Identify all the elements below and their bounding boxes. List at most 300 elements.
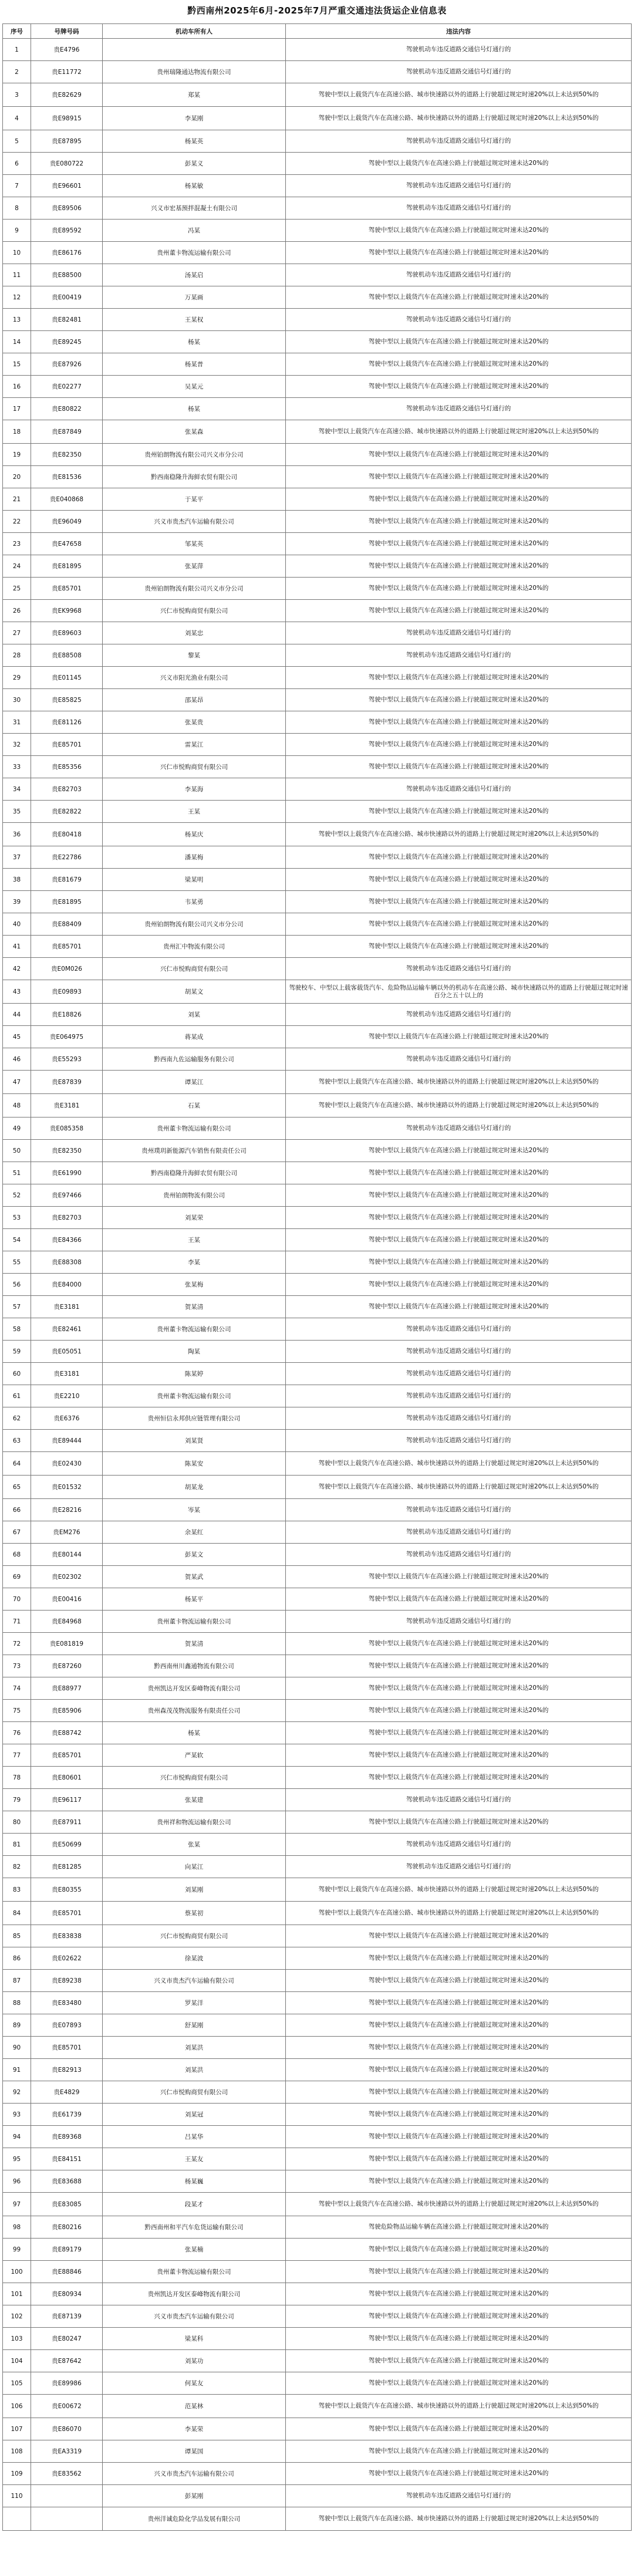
cell-no: 49 [3, 1117, 31, 1140]
cell-act: 驾驶机动车违反道路交通信号灯通行的 [286, 1407, 632, 1430]
cell-owner: 李某 [103, 1251, 286, 1274]
table-row [3, 869, 632, 891]
cell-no: 23 [3, 533, 31, 555]
cell-no: 81 [3, 1834, 31, 1856]
table-row [3, 846, 632, 869]
cell-act: 驾驶中型以上载货汽车在高速公路、城市快速路以外的道路上行驶超过规定时速20%以上未达到50%的 [286, 420, 632, 444]
cell-no: 95 [3, 2148, 31, 2170]
table-row [3, 331, 632, 353]
cell-owner: 陈某婷 [103, 1363, 286, 1385]
cell-owner: 杨某巍 [103, 2170, 286, 2193]
cell-plate: 贵E01145 [31, 667, 103, 689]
cell-act: 驾驶中型以上载货汽车在高速公路上行驶超过规定时速未达20%的 [286, 2104, 632, 2126]
table-row [3, 533, 632, 555]
table-row [3, 1789, 632, 1811]
page-title: 黔西南州2025年6月-2025年7月严重交通违法货运企业信息表 [187, 5, 447, 16]
cell-act: 驾驶中型以上载货汽车在高速公路上行驶超过规定时速未达20%的 [286, 667, 632, 689]
cell-no: 100 [3, 2261, 31, 2283]
cell-plate: 贵E00419 [31, 286, 103, 309]
cell-owner: 刘某洪 [103, 2037, 286, 2059]
cell-no: 13 [3, 309, 31, 331]
cell-no: 67 [3, 1521, 31, 1544]
table-row [3, 980, 632, 1004]
cell-no: 27 [3, 622, 31, 644]
cell-act: 驾驶中型以上载货汽车在高速公路上行驶超过规定时速未达20%的 [286, 2014, 632, 2037]
table-row [3, 1856, 632, 1878]
table-row [3, 1722, 632, 1744]
table-row [3, 1811, 632, 1834]
cell-owner: 刘某荣 [103, 1207, 286, 1229]
cell-act: 驾驶中型以上载货汽车在高速公路上行驶超过规定时速未达20%的 [286, 891, 632, 913]
cell-owner: 何某友 [103, 2372, 286, 2395]
header-owner: 机动车所有人 [103, 24, 286, 39]
cell-act: 驾驶机动车违反道路交通信号灯通行的 [286, 1544, 632, 1566]
cell-no: 50 [3, 1140, 31, 1162]
cell-plate: 贵E6376 [31, 1407, 103, 1430]
cell-no: 29 [3, 667, 31, 689]
cell-owner: 余某红 [103, 1521, 286, 1544]
cell-plate: 贵E3181 [31, 1296, 103, 1318]
cell-plate: 贵E85825 [31, 689, 103, 711]
cell-plate: 贵E89603 [31, 622, 103, 644]
cell-plate: 贵E88308 [31, 1251, 103, 1274]
cell-plate: 贵E81679 [31, 869, 103, 891]
cell-owner: 杨某敏 [103, 175, 286, 197]
table-row [3, 107, 632, 130]
table-row [3, 1834, 632, 1856]
cell-no: 101 [3, 2283, 31, 2305]
cell-plate: 贵E81285 [31, 1856, 103, 1878]
cell-no: 15 [3, 353, 31, 376]
cell-owner: 兴仁市悦购商贸有限公司 [103, 1925, 286, 1947]
table-row [3, 2283, 632, 2305]
cell-no: 110 [3, 2485, 31, 2507]
cell-no: 44 [3, 1004, 31, 1026]
table-row [3, 1925, 632, 1947]
cell-owner: 贵州董卡物流运输有限公司 [103, 1611, 286, 1633]
cell-owner: 贺某清 [103, 1296, 286, 1318]
cell-no: 61 [3, 1385, 31, 1407]
cell-plate: 贵E82350 [31, 1140, 103, 1162]
cell-owner: 贵州汇中物流有限公司 [103, 936, 286, 958]
table-row [3, 2239, 632, 2261]
table-row [3, 734, 632, 756]
cell-act: 驾驶机动车违反道路交通信号灯通行的 [286, 1430, 632, 1452]
cell-plate: 贵E081819 [31, 1633, 103, 1655]
cell-plate: 贵E82703 [31, 778, 103, 801]
cell-no: 31 [3, 711, 31, 734]
cell-owner: 兴义市贵杰汽车运输有限公司 [103, 1970, 286, 1992]
table-row [3, 1655, 632, 1677]
cell-no: 16 [3, 376, 31, 398]
cell-act: 驾驶中型以上载货汽车在高速公路上行驶超过规定时速未达20%的 [286, 1140, 632, 1162]
cell-act: 驾驶中型以上载货汽车在高速公路上行驶超过规定时速未达20%的 [286, 2328, 632, 2350]
table-row [3, 39, 632, 61]
cell-plate: 贵E83085 [31, 2193, 103, 2216]
cell-owner: 杨某 [103, 398, 286, 420]
cell-act: 驾驶机动车违反道路交通信号灯通行的 [286, 778, 632, 801]
cell-no: 70 [3, 1588, 31, 1611]
cell-act: 驾驶危险物品运输车辆在高速公路上行驶超过规定时速未达20%的 [286, 2216, 632, 2239]
cell-no: 64 [3, 1452, 31, 1476]
table-row [3, 2037, 632, 2059]
cell-act: 驾驶中型以上载货汽车在高速公路上行驶超过规定时速未达20%的 [286, 1700, 632, 1722]
table-row [3, 644, 632, 667]
cell-act: 驾驶中型以上载货汽车在高速公路上行驶超过规定时速未达20%的 [286, 1588, 632, 1611]
cell-owner: 兴仁市悦购商贸有限公司 [103, 1767, 286, 1789]
cell-plate: 贵E50699 [31, 1834, 103, 1856]
header-no: 序号 [3, 24, 31, 39]
cell-plate: 贵E97466 [31, 1184, 103, 1207]
cell-act: 驾驶中型以上载货汽车在高速公路上行驶超过规定时速未达20%的 [286, 1992, 632, 2014]
violation-table [2, 23, 632, 2531]
cell-act: 驾驶中型以上载货汽车在高速公路上行驶超过规定时速未达20%的 [286, 1744, 632, 1767]
cell-plate [31, 2507, 103, 2531]
table-row [3, 1992, 632, 2014]
cell-plate: 贵E81536 [31, 466, 103, 488]
cell-owner: 张某楠 [103, 2239, 286, 2261]
cell-owner: 陶某 [103, 1341, 286, 1363]
table-row [3, 2350, 632, 2372]
cell-plate: 贵E84000 [31, 1274, 103, 1296]
cell-owner: 于某平 [103, 488, 286, 511]
cell-plate: 贵E85701 [31, 1902, 103, 1925]
header-act: 违法内容 [286, 24, 632, 39]
cell-no: 104 [3, 2350, 31, 2372]
cell-no: 106 [3, 2395, 31, 2418]
cell-plate: 贵E89592 [31, 220, 103, 242]
table-row [3, 1117, 632, 1140]
table-row [3, 1004, 632, 1026]
cell-owner: 谭某国 [103, 2440, 286, 2463]
cell-owner: 张某贵 [103, 711, 286, 734]
cell-no: 1 [3, 39, 31, 61]
table-row [3, 2395, 632, 2418]
cell-owner: 张某 [103, 1834, 286, 1856]
cell-no: 26 [3, 600, 31, 622]
table-row [3, 1700, 632, 1722]
cell-plate: 贵E88409 [31, 913, 103, 936]
cell-owner: 张某梅 [103, 1274, 286, 1296]
table-row [3, 1274, 632, 1296]
cell-owner: 刘某功 [103, 2350, 286, 2372]
table-row [3, 578, 632, 600]
table-row [3, 2418, 632, 2440]
table-row [3, 1251, 632, 1274]
cell-plate: 贵E82350 [31, 444, 103, 466]
cell-plate: 贵E61739 [31, 2104, 103, 2126]
cell-act: 驾驶中型以上载货汽车在高速公路上行驶超过规定时速未达20%的 [286, 2148, 632, 2170]
cell-owner: 汤某启 [103, 264, 286, 286]
table-row [3, 2126, 632, 2148]
cell-owner: 刘某冠 [103, 2104, 286, 2126]
cell-act: 驾驶中型以上载货汽车在高速公路、城市快速路以外的道路上行驶超过规定时速20%以上未达到50%的 [286, 1878, 632, 1902]
cell-plate: 贵E80247 [31, 2328, 103, 2350]
cell-no: 14 [3, 331, 31, 353]
table-row [3, 2440, 632, 2463]
cell-no: 82 [3, 1856, 31, 1878]
cell-no: 109 [3, 2463, 31, 2485]
cell-owner: 贵州祥和物流运输有限公司 [103, 1811, 286, 1834]
cell-no: 43 [3, 980, 31, 1004]
cell-act: 驾驶机动车违反道路交通信号灯通行的 [286, 39, 632, 61]
table-row [3, 1633, 632, 1655]
table-row [3, 264, 632, 286]
cell-act: 驾驶中型以上载货汽车在高速公路上行驶超过规定时速未达20%的 [286, 1677, 632, 1700]
cell-plate: 贵E86176 [31, 242, 103, 264]
cell-act: 驾驶中型以上载货汽车在高速公路上行驶超过规定时速未达20%的 [286, 1633, 632, 1655]
cell-plate: 贵E00416 [31, 1588, 103, 1611]
table-row [3, 2372, 632, 2395]
table-row [3, 376, 632, 398]
cell-plate: 贵E80144 [31, 1544, 103, 1566]
table-row [3, 1318, 632, 1341]
cell-owner: 兴仁市悦购商贸有限公司 [103, 958, 286, 980]
cell-owner: 张某萍 [103, 555, 286, 578]
cell-act: 驾驶中型以上载货汽车在高速公路上行驶超过规定时速未达20%的 [286, 444, 632, 466]
cell-no: 36 [3, 823, 31, 846]
table-row [3, 130, 632, 153]
table-row [3, 958, 632, 980]
cell-no: 28 [3, 644, 31, 667]
cell-owner: 郑某 [103, 83, 286, 107]
table-row [3, 242, 632, 264]
cell-no: 63 [3, 1430, 31, 1452]
table-row [3, 1385, 632, 1407]
cell-owner: 黔西南稳隆升海鲜农贸有限公司 [103, 1162, 286, 1184]
cell-plate: 贵E89238 [31, 1970, 103, 1992]
table-row [3, 353, 632, 376]
cell-owner: 刘某刚 [103, 1878, 286, 1902]
cell-no: 66 [3, 1499, 31, 1521]
cell-plate: 贵E55293 [31, 1048, 103, 1071]
cell-plate: 贵E61990 [31, 1162, 103, 1184]
table-row [3, 1026, 632, 1048]
cell-no: 34 [3, 778, 31, 801]
cell-act: 驾驶机动车违反道路交通信号灯通行的 [286, 1385, 632, 1407]
cell-owner: 杨某普 [103, 353, 286, 376]
cell-no: 59 [3, 1341, 31, 1363]
table-row [3, 1184, 632, 1207]
cell-act: 驾驶中型以上载货汽车在高速公路上行驶超过规定时速未达20%的 [286, 1296, 632, 1318]
cell-owner: 兴义市贵杰汽车运输有限公司 [103, 2305, 286, 2328]
table-row [3, 936, 632, 958]
cell-plate: 贵EK9968 [31, 600, 103, 622]
cell-act: 驾驶机动车违反道路交通信号灯通行的 [286, 1318, 632, 1341]
cell-owner: 贵州铂朗物流有限公司 [103, 1184, 286, 1207]
cell-no: 78 [3, 1767, 31, 1789]
cell-no: 42 [3, 958, 31, 980]
cell-act: 驾驶中型以上载货汽车在高速公路上行驶超过规定时速未达20%的 [286, 511, 632, 533]
cell-no: 33 [3, 756, 31, 778]
table-row [3, 398, 632, 420]
cell-act: 驾驶机动车违反道路交通信号灯通行的 [286, 398, 632, 420]
cell-owner: 兴义市阳光渔业有限公司 [103, 667, 286, 689]
table-row [3, 2216, 632, 2239]
cell-no: 79 [3, 1789, 31, 1811]
cell-plate: 贵E064975 [31, 1026, 103, 1048]
cell-act: 驾驶机动车违反道路交通信号灯通行的 [286, 1611, 632, 1633]
cell-owner: 杨某平 [103, 1588, 286, 1611]
cell-owner: 李某刚 [103, 107, 286, 130]
cell-plate: 贵E85701 [31, 2037, 103, 2059]
cell-no: 17 [3, 398, 31, 420]
cell-act: 驾驶中型以上载货汽车在高速公路上行驶超过规定时速未达20%的 [286, 331, 632, 353]
cell-act: 驾驶中型以上载货汽车在高速公路、城市快速路以外的道路上行驶超过规定时速20%以上未达到50%的 [286, 1094, 632, 1117]
cell-no: 25 [3, 578, 31, 600]
cell-act: 驾驶中型以上载货汽车在高速公路上行驶超过规定时速未达20%的 [286, 2350, 632, 2372]
header-plate: 号牌号码 [31, 24, 103, 39]
cell-plate: 贵E22786 [31, 846, 103, 869]
cell-act: 驾驶中型以上载货汽车在高速公路上行驶超过规定时速未达20%的 [286, 353, 632, 376]
cell-owner: 梁某明 [103, 869, 286, 891]
cell-owner: 王某 [103, 801, 286, 823]
cell-act: 驾驶中型以上载货汽车在高速公路上行驶超过规定时速未达20%的 [286, 1229, 632, 1251]
cell-no: 60 [3, 1363, 31, 1385]
cell-no: 72 [3, 1633, 31, 1655]
cell-owner: 贵州铂朗物流有限公司兴义市分公司 [103, 578, 286, 600]
cell-no: 53 [3, 1207, 31, 1229]
cell-act: 驾驶中型以上载货汽车在高速公路上行驶超过规定时速未达20%的 [286, 376, 632, 398]
table-row [3, 2305, 632, 2328]
cell-no: 77 [3, 1744, 31, 1767]
cell-no: 94 [3, 2126, 31, 2148]
cell-act: 驾驶机动车违反道路交通信号灯通行的 [286, 309, 632, 331]
cell-owner: 陈某安 [103, 1452, 286, 1476]
table-row [3, 823, 632, 846]
cell-no: 76 [3, 1722, 31, 1744]
cell-plate: 贵E3181 [31, 1363, 103, 1385]
cell-act: 驾驶中型以上载货汽车在高速公路上行驶超过规定时速未达20%的 [286, 2261, 632, 2283]
cell-no: 9 [3, 220, 31, 242]
table-row [3, 466, 632, 488]
cell-no: 83 [3, 1878, 31, 1902]
cell-no: 38 [3, 869, 31, 891]
cell-act: 驾驶中型以上载货汽车在高速公路上行驶超过规定时速未达20%的 [286, 2463, 632, 2485]
cell-plate: 贵E82629 [31, 83, 103, 107]
table-row [3, 622, 632, 644]
cell-no: 47 [3, 1071, 31, 1094]
cell-no: 37 [3, 846, 31, 869]
table-row [3, 1947, 632, 1970]
cell-owner: 雷某江 [103, 734, 286, 756]
table-row [3, 220, 632, 242]
table-row [3, 778, 632, 801]
cell-no: 45 [3, 1026, 31, 1048]
cell-no: 11 [3, 264, 31, 286]
cell-plate: 贵E85701 [31, 936, 103, 958]
cell-act: 驾驶机动车违反道路交通信号灯通行的 [286, 1341, 632, 1363]
cell-plate: 贵E87642 [31, 2350, 103, 2372]
cell-plate: 贵E88500 [31, 264, 103, 286]
cell-no: 90 [3, 2037, 31, 2059]
table-row [3, 175, 632, 197]
cell-act: 驾驶机动车违反道路交通信号灯通行的 [286, 1004, 632, 1026]
cell-act: 驾驶中型以上载货汽车在高速公路、城市快速路以外的道路上行驶超过规定时速20%以上未达到50%的 [286, 2193, 632, 2216]
cell-act: 驾驶中型以上载货汽车在高速公路上行驶超过规定时速未达20%的 [286, 1566, 632, 1588]
cell-plate: 贵E88977 [31, 1677, 103, 1700]
table-row [3, 1744, 632, 1767]
cell-no: 80 [3, 1811, 31, 1834]
cell-plate: 贵E02277 [31, 376, 103, 398]
cell-plate: 贵E87849 [31, 420, 103, 444]
cell-no: 85 [3, 1925, 31, 1947]
cell-owner: 贵州森茂茂物流服务有限责任公司 [103, 1700, 286, 1722]
cell-act: 驾驶中型以上载货汽车在高速公路上行驶超过规定时速未达20%的 [286, 1026, 632, 1048]
cell-act: 驾驶机动车违反道路交通信号灯通行的 [286, 1499, 632, 1521]
cell-no: 87 [3, 1970, 31, 1992]
cell-act: 驾驶中型以上载货汽车在高速公路上行驶超过规定时速未达20%的 [286, 2305, 632, 2328]
cell-act: 驾驶机动车违反道路交通信号灯通行的 [286, 264, 632, 286]
cell-no: 35 [3, 801, 31, 823]
table-row [3, 1048, 632, 1071]
cell-no: 52 [3, 1184, 31, 1207]
table-row [3, 197, 632, 220]
cell-plate: 贵E47658 [31, 533, 103, 555]
table-row [3, 1677, 632, 1700]
table-row [3, 756, 632, 778]
table-row [3, 1162, 632, 1184]
cell-plate: 贵E085358 [31, 1117, 103, 1140]
cell-owner: 杨某 [103, 1722, 286, 1744]
table-row [3, 1452, 632, 1476]
cell-act: 驾驶中型以上载货汽车在高速公路上行驶超过规定时速未达20%的 [286, 2418, 632, 2440]
table-row [3, 1588, 632, 1611]
cell-act: 驾驶中型以上载货汽车在高速公路上行驶超过规定时速未达20%的 [286, 2081, 632, 2104]
cell-no: 73 [3, 1655, 31, 1677]
cell-plate: 贵E3181 [31, 1094, 103, 1117]
table-row [3, 689, 632, 711]
table-row [3, 1430, 632, 1452]
cell-plate: 贵E85701 [31, 578, 103, 600]
cell-plate: 贵E80822 [31, 398, 103, 420]
cell-act: 驾驶机动车违反道路交通信号灯通行的 [286, 1521, 632, 1544]
cell-no: 2 [3, 61, 31, 83]
table-row [3, 555, 632, 578]
table-row [3, 891, 632, 913]
table-row [3, 600, 632, 622]
cell-no: 62 [3, 1407, 31, 1430]
cell-no: 41 [3, 936, 31, 958]
cell-plate: 贵E89179 [31, 2239, 103, 2261]
cell-no: 96 [3, 2170, 31, 2193]
cell-no: 56 [3, 1274, 31, 1296]
cell-act: 驾驶中型以上载货汽车在高速公路、城市快速路以外的道路上行驶超过规定时速20%以上未达到50%的 [286, 1476, 632, 1499]
cell-plate: 贵E85701 [31, 1744, 103, 1767]
cell-act: 驾驶中型以上载货汽车在高速公路上行驶超过规定时速未达20%的 [286, 488, 632, 511]
cell-owner: 贵州董卡物流运输有限公司 [103, 2261, 286, 2283]
cell-act: 驾驶机动车违反道路交通信号灯通行的 [286, 1117, 632, 1140]
cell-act: 驾驶中型以上载货汽车在高速公路上行驶超过规定时速未达20%的 [286, 756, 632, 778]
cell-no: 39 [3, 891, 31, 913]
cell-plate: 贵E81895 [31, 891, 103, 913]
cell-plate: 贵E89368 [31, 2126, 103, 2148]
cell-owner: 吕某华 [103, 2126, 286, 2148]
cell-no: 69 [3, 1566, 31, 1588]
cell-plate: 贵E02302 [31, 1566, 103, 1588]
cell-act: 驾驶机动车违反道路交通信号灯通行的 [286, 958, 632, 980]
cell-plate: 贵E98915 [31, 107, 103, 130]
cell-act: 驾驶中型以上载货汽车在高速公路上行驶超过规定时速未达20%的 [286, 286, 632, 309]
table-row [3, 1767, 632, 1789]
cell-plate: 贵E01532 [31, 1476, 103, 1499]
cell-owner: 兴仁市悦购商贸有限公司 [103, 2081, 286, 2104]
cell-owner: 彭某刚 [103, 2485, 286, 2507]
cell-act: 驾驶中型以上载货汽车在高速公路上行驶超过规定时速未达20%的 [286, 466, 632, 488]
cell-owner [103, 39, 286, 61]
cell-act: 驾驶中型以上载货汽车在高速公路、城市快速路以外的道路上行驶超过规定时速20%以上未达到50%的 [286, 2507, 632, 2531]
cell-owner: 邵某昂 [103, 689, 286, 711]
